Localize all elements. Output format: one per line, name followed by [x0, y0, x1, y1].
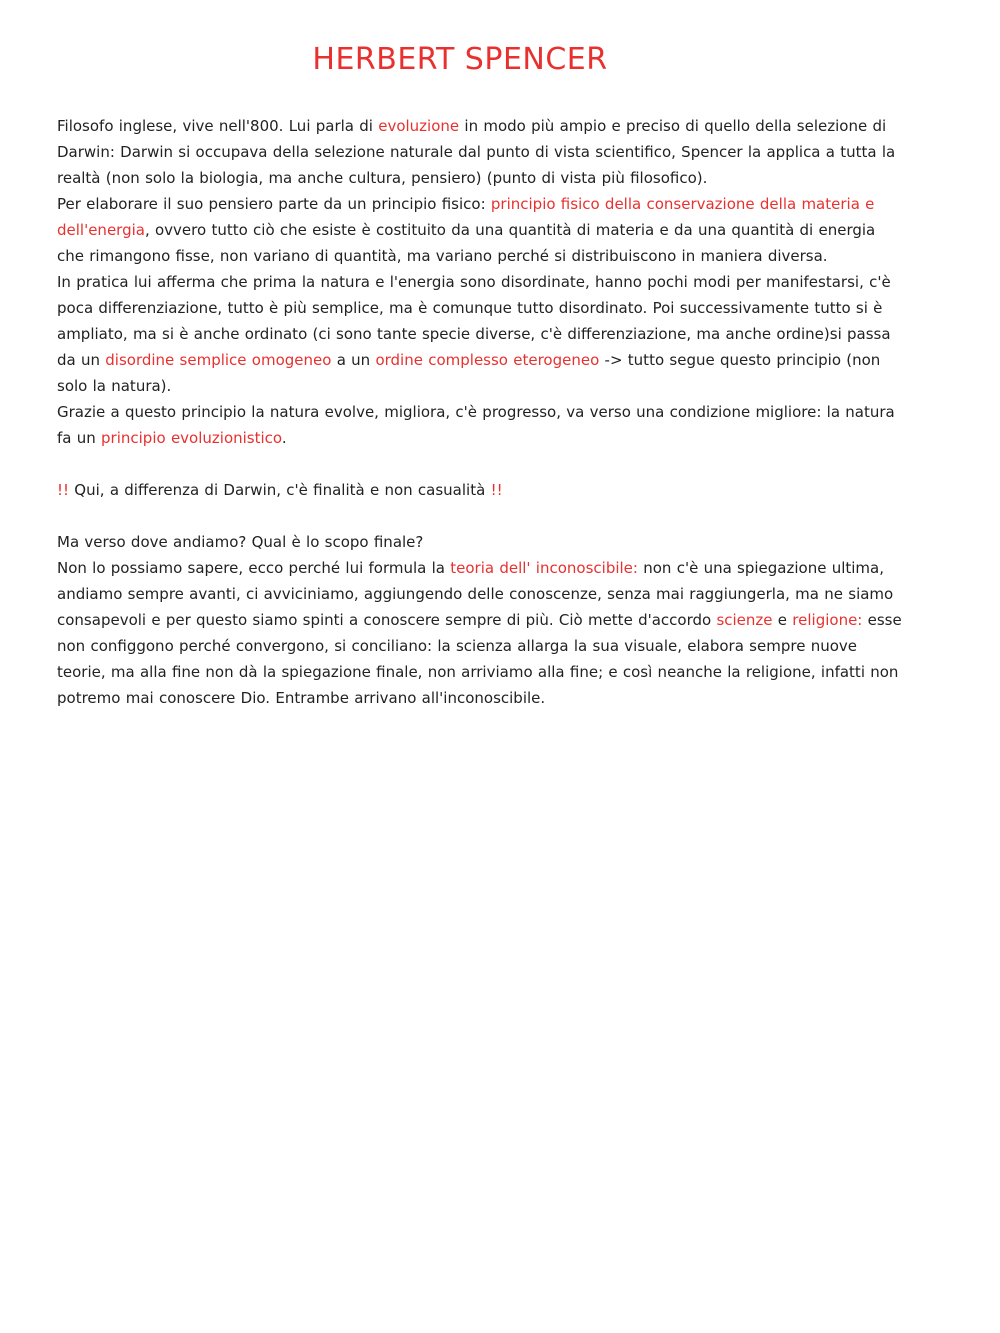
text-span: -> tutto segue questo principio (non solo la natura). [57, 351, 881, 395]
exclamation-mark: !! [490, 481, 503, 499]
paragraph-question [57, 529, 907, 555]
highlight-term: principio fisico della conservazione della materia e dell'energia [57, 195, 875, 239]
text-span: Per elaborare il suo pensiero parte da un principio fisico: [57, 195, 491, 213]
paragraph-note [57, 477, 907, 503]
text-span: Qui, a differenza di Darwin, c'è finalità e non casualità [69, 481, 491, 499]
paragraph-principle [57, 191, 907, 269]
text-span: Grazie a questo principio la natura evolve, migliora, c'è progresso, va verso una condizione migliore: la natura fa un [57, 403, 895, 447]
text-span: Filosofo inglese, vive nell'800. Lui parla di [57, 117, 379, 135]
spacer [57, 503, 907, 529]
text-span: . [281, 429, 287, 447]
text-span: In pratica lui afferma che prima la natura e l'energia sono disordinate, hanno pochi modi per manifestarsi, c'è poca differenziazione, tutto è più semplice, ma è comunque tutto disordinato. Poi successivamente tutto si è ampliato, ma si è anche ordinato (ci sono tante specie diverse, c'è differenziazione, ma anche ordine)si passa da un [57, 273, 891, 369]
paragraph-unknowable [57, 555, 907, 711]
text-span: in modo più ampio e preciso di quello della selezione di Darwin: Darwin si occupava della selezione naturale dal punto di vista scientifico, Spencer la applica a tutta la realtà (non solo la biologia, ma anche cultura, pensiero) (punto di vista più filosofico). [57, 117, 896, 187]
highlight-term: ordine complesso eterogeneo [375, 351, 600, 369]
paragraph-intro [57, 113, 907, 191]
document-body [57, 113, 907, 711]
paragraph-order [57, 269, 907, 399]
text-span: Non lo possiamo sapere, ecco perché lui formula la [57, 559, 451, 577]
highlight-term: principio evoluzionistico [101, 429, 282, 447]
highlight-term: teoria dell' inconoscibile: [450, 559, 638, 577]
page-title: HERBERT SPENCER [312, 42, 608, 77]
text-span: non c'è una spiegazione ultima, andiamo sempre avanti, ci avviciniamo, aggiungendo delle conoscenze, senza mai raggiungerla, ma ne siamo consapevoli e per questo siamo spinti a conoscere sempre di più. Ciò mette d'accordo [57, 559, 894, 629]
highlight-term: disordine semplice omogeneo [105, 351, 332, 369]
highlight-term: scienze [716, 611, 773, 629]
spacer [57, 451, 907, 477]
text-span: e [772, 611, 793, 629]
highlight-term: religione: [792, 611, 863, 629]
exclamation-mark: !! [57, 481, 70, 499]
text-span: , ovvero tutto ciò che esiste è costituito da una quantità di materia e da una quantità di energia che rimangono fisse, non variano di quantità, ma variano perché si distribuiscono in maniera diversa. [57, 221, 876, 265]
text-span: esse non configgono perché convergono, si conciliano: la scienza allarga la sua visuale, elabora sempre nuove teorie, ma alla fine non dà la spiegazione finale, non arriviamo alla fine; e così neanche la religione, infatti non potremo mai conoscere Dio. Entrambe arrivano all'inconoscibile. [57, 611, 902, 707]
paragraph-progress [57, 399, 907, 451]
highlight-term: evoluzione [378, 117, 460, 135]
text-span: Ma verso dove andiamo? Qual è lo scopo finale? [57, 533, 424, 551]
text-span: a un [331, 351, 376, 369]
